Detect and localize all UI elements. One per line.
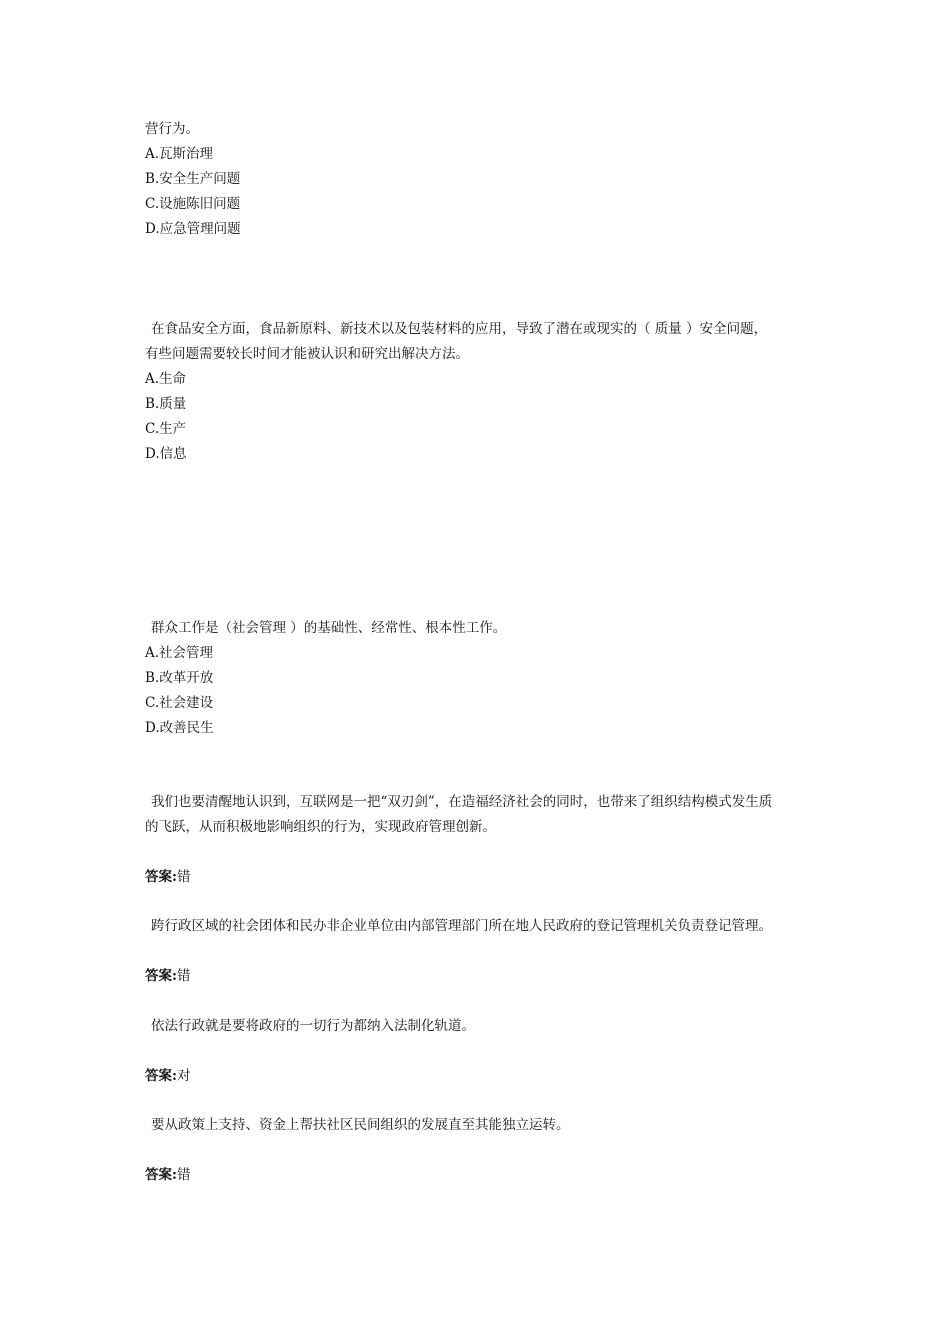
answer-value: 错: [176, 968, 191, 984]
option-b: B.质量: [145, 396, 187, 412]
option-d: D.应急管理问题: [145, 221, 241, 237]
question-continuation: 营行为。: [145, 121, 199, 137]
answer-value: 错: [176, 1167, 191, 1183]
option-a: A.生命: [145, 371, 187, 387]
option-c: C.设施陈旧问题: [145, 196, 241, 212]
judge-question: 要从政策上支持、资金上帮扶社区民间组织的发展直至其能独立运转。: [151, 1117, 570, 1133]
question-text: 在食品安全方面，食品新原料、新技术以及包装材料的应用，导致了潜在或现实的（ 质量 ）安全问题，: [151, 321, 768, 337]
answer-label: 答案:: [145, 1068, 177, 1084]
question-text-line2: 有些问题需要较长时间才能被认识和研究出解决方法。: [145, 346, 469, 362]
answer-line: [145, 967, 190, 985]
option-d: D.改善民生: [145, 720, 214, 736]
judge-question-line2: 的飞跃，从而积极地影响组织的行为，实现政府管理创新。: [145, 819, 496, 835]
option-c: C.生产: [145, 421, 187, 437]
answer-label: 答案:: [145, 1167, 177, 1183]
judge-question: 我们也要清醒地认识到，互联网是一把“双刃剑”，在造福经济社会的同时，也带来了组织结构模式发生质: [151, 794, 773, 810]
judge-question: 依法行政就是要将政府的一切行为都纳入法制化轨道。: [151, 1018, 475, 1034]
option-a: A.社会管理: [145, 645, 214, 661]
judge-question: 跨行政区域的社会团体和民办非企业单位由内部管理部门所在地人民政府的登记管理机关负责登记管理。: [151, 918, 772, 934]
answer-line: [145, 1067, 190, 1085]
question-text: 群众工作是（社会管理 ）的基础性、经常性、根本性工作。: [151, 620, 507, 636]
answer-label: 答案:: [145, 869, 177, 885]
option-b: B.改革开放: [145, 670, 214, 686]
option-d: D.信息: [145, 446, 187, 462]
answer-label: 答案:: [145, 968, 177, 984]
option-a: A.瓦斯治理: [145, 146, 214, 162]
option-b: B.安全生产问题: [145, 171, 241, 187]
answer-value: 错: [176, 869, 191, 885]
answer-line: [145, 868, 190, 886]
option-c: C.社会建设: [145, 695, 214, 711]
answer-value: 对: [176, 1068, 191, 1084]
answer-line: [145, 1166, 190, 1184]
